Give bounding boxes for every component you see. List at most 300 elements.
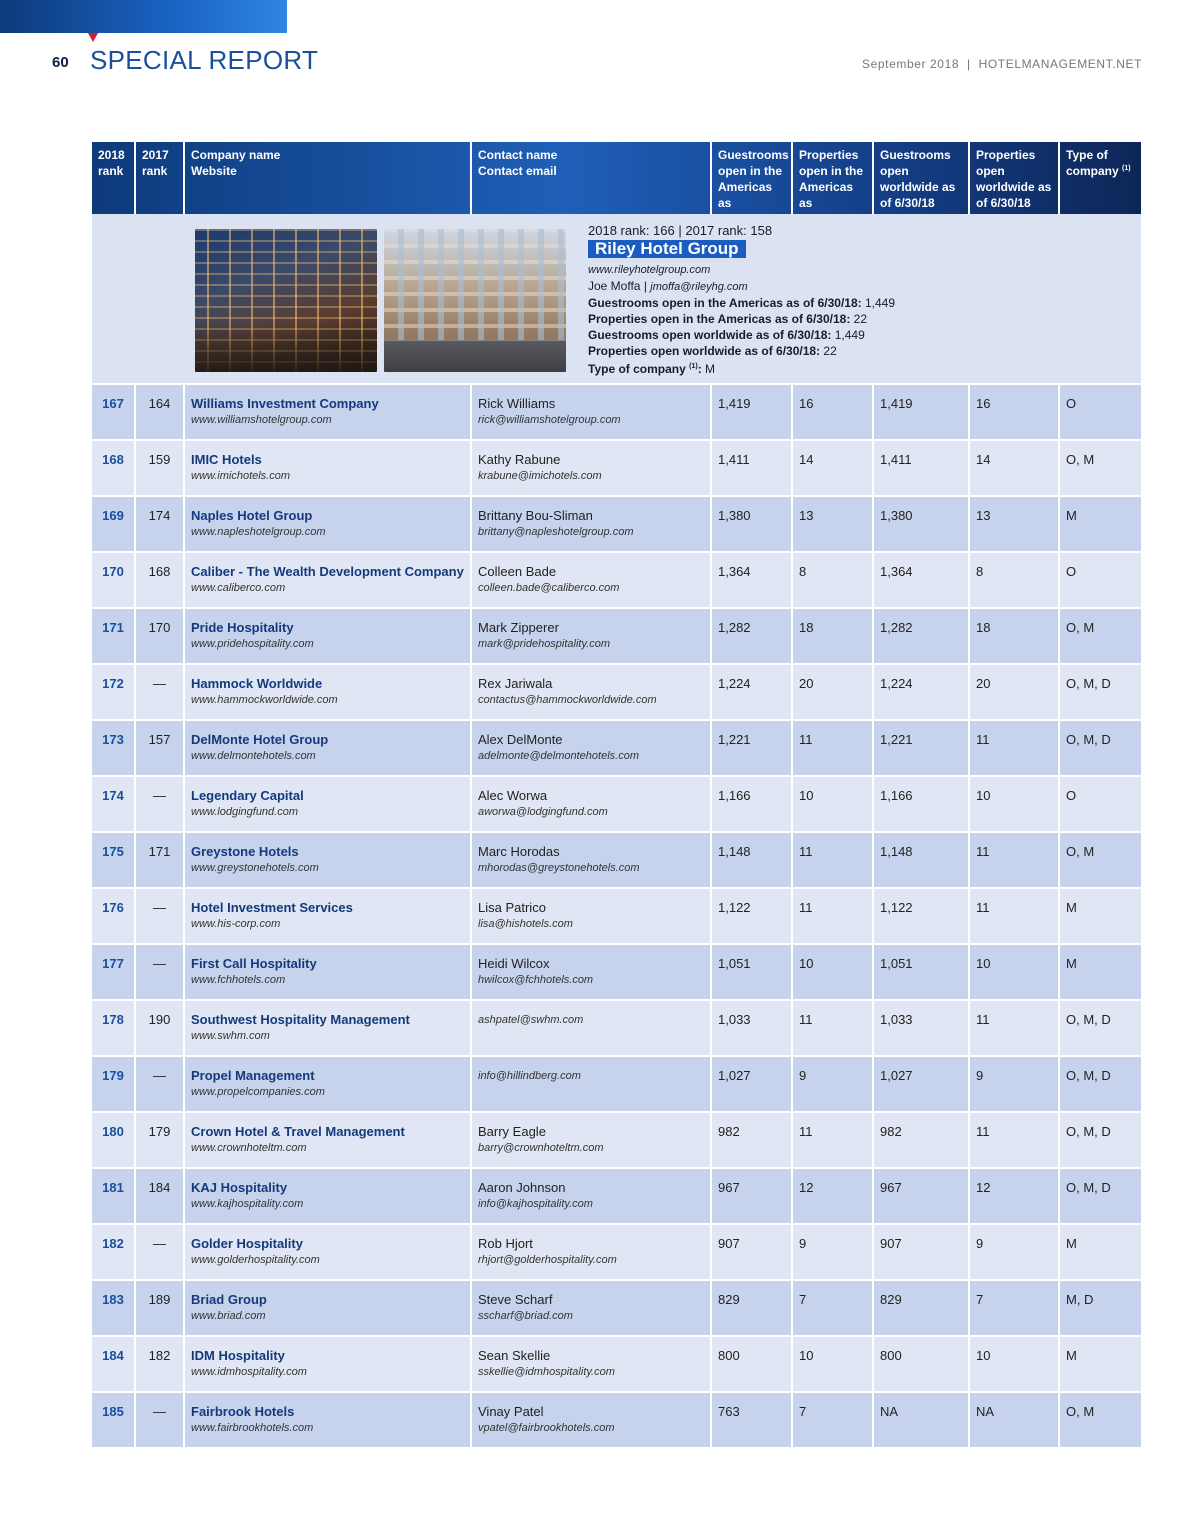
properties-worldwide: NA bbox=[970, 1393, 1060, 1447]
guestrooms-worldwide: 1,364 bbox=[874, 553, 970, 607]
rank-2018: 174 bbox=[92, 777, 136, 831]
header-line: open in the bbox=[718, 164, 782, 178]
featured-stat-line bbox=[588, 343, 895, 359]
table-header-row bbox=[92, 142, 1141, 214]
guestrooms-americas: 1,033 bbox=[712, 1001, 793, 1055]
company-type: O, M bbox=[1066, 620, 1095, 635]
featured-company-panel bbox=[92, 214, 1141, 385]
properties-worldwide: 20 bbox=[970, 665, 1060, 719]
rank-2017: — bbox=[136, 1057, 185, 1111]
contact-email: barry@crownhoteltm.com bbox=[478, 1142, 604, 1154]
company-type: O, M bbox=[1066, 844, 1095, 859]
guestrooms-worldwide: 1,027 bbox=[874, 1057, 970, 1111]
rank-2017: — bbox=[136, 665, 185, 719]
company-type: O bbox=[1066, 396, 1077, 411]
company-website: www.kajhospitality.com bbox=[191, 1198, 304, 1210]
contact-email: colleen.bade@caliberco.com bbox=[478, 582, 620, 594]
properties-americas: 7 bbox=[793, 1393, 874, 1447]
company-website: www.briad.com bbox=[191, 1310, 266, 1322]
company-website: www.caliberco.com bbox=[191, 582, 286, 594]
table-row bbox=[92, 665, 1141, 721]
guestrooms-americas: 1,364 bbox=[712, 553, 793, 607]
featured-type-footnote: (1) bbox=[689, 363, 698, 370]
contact-email: rhjort@golderhospitality.com bbox=[478, 1254, 617, 1266]
featured-company-details bbox=[588, 223, 895, 377]
featured-stat-line bbox=[588, 311, 895, 327]
company-website: www.hammockworldwide.com bbox=[191, 694, 338, 706]
properties-worldwide: 10 bbox=[970, 945, 1060, 999]
guestrooms-worldwide: 1,411 bbox=[874, 441, 970, 495]
properties-americas: 16 bbox=[793, 385, 874, 439]
rank-2018: 172 bbox=[92, 665, 136, 719]
rank-2018: 173 bbox=[92, 721, 136, 775]
featured-stat-line bbox=[588, 327, 895, 343]
properties-americas: 14 bbox=[793, 441, 874, 495]
header-line: Guestrooms bbox=[718, 148, 789, 162]
contact-email: sscharf@briad.com bbox=[478, 1310, 573, 1322]
company-website: www.propelcompanies.com bbox=[191, 1086, 325, 1098]
company-type: M bbox=[1066, 1236, 1077, 1251]
featured-stat-label: Properties open worldwide as of 6/30/18: bbox=[588, 344, 821, 358]
featured-website: www.rileyhotelgroup.com bbox=[588, 264, 711, 276]
header-line: Guestrooms bbox=[880, 148, 951, 162]
rank-2018: 182 bbox=[92, 1225, 136, 1279]
properties-worldwide: 11 bbox=[970, 1001, 1060, 1055]
properties-americas: 7 bbox=[793, 1281, 874, 1335]
guestrooms-worldwide: 907 bbox=[874, 1225, 970, 1279]
company-type: M bbox=[1066, 956, 1077, 971]
featured-stat-value: 1,449 bbox=[834, 328, 865, 342]
company-cell bbox=[185, 1393, 472, 1447]
table-row bbox=[92, 1057, 1141, 1113]
properties-americas: 10 bbox=[793, 1337, 874, 1391]
featured-stat-label: Properties open in the Americas as of 6/30/18: bbox=[588, 312, 851, 326]
contact-email: krabune@imichotels.com bbox=[478, 470, 602, 482]
guestrooms-americas: 1,224 bbox=[712, 665, 793, 719]
guestrooms-americas: 907 bbox=[712, 1225, 793, 1279]
rankings-table bbox=[92, 142, 1141, 1449]
company-cell bbox=[185, 1057, 472, 1111]
header-red-marker bbox=[88, 33, 98, 42]
rank-2018: 176 bbox=[92, 889, 136, 943]
rank-2018: 183 bbox=[92, 1281, 136, 1335]
featured-stat-label: Guestrooms open in the Americas as of 6/30/18: bbox=[588, 296, 862, 310]
company-type: O bbox=[1066, 564, 1077, 579]
section-title: SPECIAL REPORT bbox=[90, 45, 319, 75]
contact-cell bbox=[472, 777, 712, 831]
contact-name: Barry Eagle bbox=[478, 1124, 546, 1139]
contact-name: Vinay Patel bbox=[478, 1404, 544, 1419]
header-type-of-company bbox=[1060, 142, 1141, 214]
contact-name: Heidi Wilcox bbox=[478, 956, 550, 971]
company-name: Propel Management bbox=[191, 1068, 315, 1083]
properties-worldwide: 11 bbox=[970, 889, 1060, 943]
header-company-website bbox=[185, 142, 472, 214]
company-cell bbox=[185, 609, 472, 663]
contact-email: vpatel@fairbrookhotels.com bbox=[478, 1422, 615, 1434]
table-row bbox=[92, 945, 1141, 1001]
company-cell bbox=[185, 1113, 472, 1167]
company-cell bbox=[185, 889, 472, 943]
rank-2017: — bbox=[136, 889, 185, 943]
guestrooms-worldwide: 1,282 bbox=[874, 609, 970, 663]
guestrooms-worldwide: 1,380 bbox=[874, 497, 970, 551]
featured-stat-value: 22 bbox=[853, 312, 868, 326]
contact-name: Kathy Rabune bbox=[478, 452, 561, 467]
company-website: www.greystonehotels.com bbox=[191, 862, 319, 874]
header-line: open bbox=[976, 164, 1005, 178]
guestrooms-worldwide: NA bbox=[874, 1393, 970, 1447]
guestrooms-americas: 1,282 bbox=[712, 609, 793, 663]
contact-cell bbox=[472, 1169, 712, 1223]
properties-worldwide: 18 bbox=[970, 609, 1060, 663]
properties-americas: 8 bbox=[793, 553, 874, 607]
header-line: Contact name bbox=[478, 148, 558, 162]
properties-americas: 13 bbox=[793, 497, 874, 551]
contact-email: brittany@napleshotelgroup.com bbox=[478, 526, 634, 538]
contact-email: mark@pridehospitality.com bbox=[478, 638, 611, 650]
contact-name: Alec Worwa bbox=[478, 788, 548, 803]
featured-stat-value: 22 bbox=[823, 344, 837, 358]
guestrooms-americas: 1,419 bbox=[712, 385, 793, 439]
guestrooms-worldwide: 967 bbox=[874, 1169, 970, 1223]
hotel-photo-hampton bbox=[384, 229, 566, 372]
properties-americas: 9 bbox=[793, 1057, 874, 1111]
contact-email: contactus@hammockworldwide.com bbox=[478, 694, 657, 706]
company-type: O, M bbox=[1066, 1404, 1095, 1419]
company-cell bbox=[185, 497, 472, 551]
guestrooms-americas: 1,221 bbox=[712, 721, 793, 775]
contact-email: rick@williamshotelgroup.com bbox=[478, 414, 621, 426]
properties-worldwide: 9 bbox=[970, 1225, 1060, 1279]
contact-name: Mark Zipperer bbox=[478, 620, 559, 635]
rank-2018: 171 bbox=[92, 609, 136, 663]
properties-americas: 11 bbox=[793, 833, 874, 887]
company-cell bbox=[185, 385, 472, 439]
company-name: DelMonte Hotel Group bbox=[191, 732, 329, 747]
contact-cell bbox=[472, 553, 712, 607]
table-row bbox=[92, 1113, 1141, 1169]
company-cell bbox=[185, 945, 472, 999]
company-cell bbox=[185, 553, 472, 607]
properties-worldwide: 10 bbox=[970, 777, 1060, 831]
guestrooms-worldwide: 1,419 bbox=[874, 385, 970, 439]
company-name: Hammock Worldwide bbox=[191, 676, 323, 691]
rank-2017: 168 bbox=[136, 553, 185, 607]
contact-cell bbox=[472, 889, 712, 943]
table-row bbox=[92, 609, 1141, 665]
contact-name: Aaron Johnson bbox=[478, 1180, 566, 1195]
company-name: Greystone Hotels bbox=[191, 844, 299, 859]
header-line: worldwide as bbox=[976, 180, 1052, 194]
company-name: Fairbrook Hotels bbox=[191, 1404, 295, 1419]
rank-2018: 170 bbox=[92, 553, 136, 607]
hotel-photo-night bbox=[195, 229, 377, 372]
contact-cell bbox=[472, 1393, 712, 1447]
guestrooms-americas: 763 bbox=[712, 1393, 793, 1447]
company-cell bbox=[185, 665, 472, 719]
rank-2017: — bbox=[136, 777, 185, 831]
featured-stats bbox=[588, 295, 895, 359]
contact-email: info@kajhospitality.com bbox=[478, 1198, 593, 1210]
contact-cell bbox=[472, 1113, 712, 1167]
contact-name: Steve Scharf bbox=[478, 1292, 553, 1307]
company-name: First Call Hospitality bbox=[191, 956, 317, 971]
rank-2018: 181 bbox=[92, 1169, 136, 1223]
guestrooms-worldwide: 982 bbox=[874, 1113, 970, 1167]
featured-contact-email: jmoffa@rileyhg.com bbox=[650, 281, 748, 293]
properties-worldwide: 11 bbox=[970, 833, 1060, 887]
company-website: www.napleshotelgroup.com bbox=[191, 526, 326, 538]
properties-worldwide: 7 bbox=[970, 1281, 1060, 1335]
company-cell bbox=[185, 1001, 472, 1055]
header-line-text: company bbox=[1066, 164, 1119, 178]
properties-americas: 9 bbox=[793, 1225, 874, 1279]
properties-americas: 20 bbox=[793, 665, 874, 719]
properties-worldwide: 12 bbox=[970, 1169, 1060, 1223]
company-website: www.idmhospitality.com bbox=[191, 1366, 307, 1378]
company-cell bbox=[185, 1169, 472, 1223]
company-name: KAJ Hospitality bbox=[191, 1180, 288, 1195]
header-line: Type of bbox=[1066, 148, 1108, 162]
company-website: www.williamshotelgroup.com bbox=[191, 414, 332, 426]
table-row bbox=[92, 385, 1141, 441]
company-cell bbox=[185, 441, 472, 495]
rank-2017: — bbox=[136, 1225, 185, 1279]
rank-2018: 184 bbox=[92, 1337, 136, 1391]
company-type: O, M bbox=[1066, 452, 1095, 467]
rank-2017: 189 bbox=[136, 1281, 185, 1335]
guestrooms-americas: 1,411 bbox=[712, 441, 793, 495]
properties-worldwide: 11 bbox=[970, 1113, 1060, 1167]
properties-americas: 12 bbox=[793, 1169, 874, 1223]
guestrooms-americas: 800 bbox=[712, 1337, 793, 1391]
rank-2018: 185 bbox=[92, 1393, 136, 1447]
featured-contact-name: Joe Moffa bbox=[588, 279, 641, 293]
company-cell bbox=[185, 1281, 472, 1335]
page-number: 60 bbox=[52, 54, 69, 71]
header-line: Americas as bbox=[799, 180, 854, 210]
featured-stat-value: 1,449 bbox=[865, 296, 896, 310]
header-line: Company name bbox=[191, 148, 281, 162]
table-row bbox=[92, 1001, 1141, 1057]
rank-2017: 164 bbox=[136, 385, 185, 439]
rank-2017: 179 bbox=[136, 1113, 185, 1167]
contact-email: info@hillindberg.com bbox=[478, 1070, 581, 1082]
type-footnote-marker: (1) bbox=[1122, 165, 1131, 172]
company-type: O, M, D bbox=[1066, 1012, 1111, 1027]
header-line: worldwide as bbox=[880, 180, 956, 194]
rank-2018: 178 bbox=[92, 1001, 136, 1055]
rank-2017: 182 bbox=[136, 1337, 185, 1391]
contact-email: hwilcox@fchhotels.com bbox=[478, 974, 594, 986]
contact-email: lisa@hishotels.com bbox=[478, 918, 573, 930]
company-name: Pride Hospitality bbox=[191, 620, 294, 635]
rank-2017: — bbox=[136, 1393, 185, 1447]
table-row bbox=[92, 1225, 1141, 1281]
contact-cell bbox=[472, 497, 712, 551]
table-row bbox=[92, 1169, 1141, 1225]
header-2018-rank bbox=[92, 142, 136, 214]
contact-cell bbox=[472, 1281, 712, 1335]
guestrooms-americas: 1,380 bbox=[712, 497, 793, 551]
header-line: Americas as bbox=[718, 180, 773, 210]
contact-cell bbox=[472, 833, 712, 887]
contact-email: mhorodas@greystonehotels.com bbox=[478, 862, 640, 874]
rank-2018: 169 bbox=[92, 497, 136, 551]
rank-2018: 168 bbox=[92, 441, 136, 495]
rank-2017: — bbox=[136, 945, 185, 999]
company-type: O, M, D bbox=[1066, 1124, 1111, 1139]
guestrooms-americas: 1,122 bbox=[712, 889, 793, 943]
properties-worldwide: 14 bbox=[970, 441, 1060, 495]
table-row bbox=[92, 1337, 1141, 1393]
featured-type-value: M bbox=[705, 362, 716, 376]
company-cell bbox=[185, 833, 472, 887]
company-cell bbox=[185, 777, 472, 831]
rank-2017: 157 bbox=[136, 721, 185, 775]
company-name: Crown Hotel & Travel Management bbox=[191, 1124, 405, 1139]
company-type: O, M, D bbox=[1066, 732, 1111, 747]
rank-2018: 167 bbox=[92, 385, 136, 439]
rank-2017: 171 bbox=[136, 833, 185, 887]
company-type: O, M, D bbox=[1066, 1068, 1111, 1083]
properties-worldwide: 9 bbox=[970, 1057, 1060, 1111]
guestrooms-americas: 1,051 bbox=[712, 945, 793, 999]
header-line: rank bbox=[142, 164, 168, 178]
contact-cell bbox=[472, 385, 712, 439]
table-row bbox=[92, 1281, 1141, 1337]
contact-name: Sean Skellie bbox=[478, 1348, 551, 1363]
header-line: 2018 bbox=[98, 148, 125, 162]
rank-2017: 170 bbox=[136, 609, 185, 663]
contact-name: Lisa Patrico bbox=[478, 900, 546, 915]
guestrooms-americas: 1,166 bbox=[712, 777, 793, 831]
company-website: www.swhm.com bbox=[191, 1030, 270, 1042]
company-cell bbox=[185, 1337, 472, 1391]
featured-stat-line bbox=[588, 295, 895, 311]
company-type: M bbox=[1066, 1348, 1077, 1363]
rank-2018: 179 bbox=[92, 1057, 136, 1111]
guestrooms-worldwide: 1,166 bbox=[874, 777, 970, 831]
company-type: M bbox=[1066, 508, 1077, 523]
company-website: www.lodgingfund.com bbox=[191, 806, 299, 818]
header-contact bbox=[472, 142, 712, 214]
table-row bbox=[92, 497, 1141, 553]
company-website: www.crownhoteltm.com bbox=[191, 1142, 307, 1154]
contact-cell bbox=[472, 721, 712, 775]
featured-type-label: Type of company bbox=[588, 362, 686, 376]
guestrooms-worldwide: 829 bbox=[874, 1281, 970, 1335]
header-line: open in the bbox=[799, 164, 863, 178]
featured-ranks: 2018 rank: 166 | 2017 rank: 158 bbox=[588, 223, 773, 238]
company-type: O, M, D bbox=[1066, 1180, 1111, 1195]
header-line: rank bbox=[98, 164, 124, 178]
guestrooms-americas: 1,148 bbox=[712, 833, 793, 887]
contact-name: Colleen Bade bbox=[478, 564, 557, 579]
company-website: www.imichotels.com bbox=[191, 470, 291, 482]
company-name: Williams Investment Company bbox=[191, 396, 379, 411]
rank-2017: 174 bbox=[136, 497, 185, 551]
company-website: www.fairbrookhotels.com bbox=[191, 1422, 314, 1434]
contact-cell bbox=[472, 441, 712, 495]
guestrooms-worldwide: 1,148 bbox=[874, 833, 970, 887]
properties-worldwide: 10 bbox=[970, 1337, 1060, 1391]
company-name: Golder Hospitality bbox=[191, 1236, 303, 1251]
header-line: Website bbox=[191, 164, 237, 178]
company-type: O, M, D bbox=[1066, 676, 1111, 691]
contact-cell bbox=[472, 1337, 712, 1391]
header-color-bar bbox=[0, 0, 287, 33]
issue-and-site: September 2018 | HOTELMANAGEMENT.NET bbox=[862, 57, 1142, 71]
properties-americas: 11 bbox=[793, 889, 874, 943]
properties-americas: 10 bbox=[793, 777, 874, 831]
properties-worldwide: 8 bbox=[970, 553, 1060, 607]
company-type: O bbox=[1066, 788, 1077, 803]
company-cell bbox=[185, 721, 472, 775]
contact-name: Rick Williams bbox=[478, 396, 556, 411]
guestrooms-americas: 982 bbox=[712, 1113, 793, 1167]
contact-cell bbox=[472, 665, 712, 719]
company-website: www.pridehospitality.com bbox=[191, 638, 314, 650]
guestrooms-worldwide: 1,033 bbox=[874, 1001, 970, 1055]
guestrooms-worldwide: 1,221 bbox=[874, 721, 970, 775]
contact-name: Marc Horodas bbox=[478, 844, 560, 859]
company-type: M, D bbox=[1066, 1292, 1094, 1307]
company-cell bbox=[185, 1225, 472, 1279]
rank-2017: 190 bbox=[136, 1001, 185, 1055]
company-name: Legendary Capital bbox=[191, 788, 304, 803]
company-website: www.his-corp.com bbox=[191, 918, 281, 930]
header-line: Contact email bbox=[478, 164, 557, 178]
company-name: IDM Hospitality bbox=[191, 1348, 285, 1363]
company-type: M bbox=[1066, 900, 1077, 915]
properties-americas: 18 bbox=[793, 609, 874, 663]
contact-email: sskellie@idmhospitality.com bbox=[478, 1366, 615, 1378]
table-row bbox=[92, 777, 1141, 833]
company-website: www.golderhospitality.com bbox=[191, 1254, 320, 1266]
header-line: 2017 bbox=[142, 148, 169, 162]
table-row bbox=[92, 721, 1141, 777]
contact-name: Alex DelMonte bbox=[478, 732, 563, 747]
table-row bbox=[92, 1393, 1141, 1449]
featured-contact-separator: | bbox=[640, 279, 651, 293]
company-name: IMIC Hotels bbox=[191, 452, 262, 467]
featured-contact bbox=[588, 278, 895, 295]
contact-cell bbox=[472, 945, 712, 999]
rank-2018: 175 bbox=[92, 833, 136, 887]
table-row bbox=[92, 553, 1141, 609]
header-line: open bbox=[880, 164, 909, 178]
featured-type-suffix: : bbox=[697, 362, 702, 376]
properties-americas: 11 bbox=[793, 721, 874, 775]
contact-cell bbox=[472, 1225, 712, 1279]
guestrooms-worldwide: 1,051 bbox=[874, 945, 970, 999]
contact-cell bbox=[472, 609, 712, 663]
company-name: Briad Group bbox=[191, 1292, 267, 1307]
header-line: of 6/30/18 bbox=[976, 196, 1031, 210]
properties-worldwide: 11 bbox=[970, 721, 1060, 775]
featured-company-name: Riley Hotel Group bbox=[588, 240, 746, 258]
header-guestrooms-americas bbox=[712, 142, 793, 214]
contact-name: Rob Hjort bbox=[478, 1236, 533, 1251]
header-2017-rank bbox=[136, 142, 185, 214]
guestrooms-americas: 829 bbox=[712, 1281, 793, 1335]
rank-2017: 184 bbox=[136, 1169, 185, 1223]
header-properties-worldwide bbox=[970, 142, 1060, 214]
contact-email: ashpatel@swhm.com bbox=[478, 1014, 584, 1026]
contact-name: Brittany Bou-Sliman bbox=[478, 508, 593, 523]
